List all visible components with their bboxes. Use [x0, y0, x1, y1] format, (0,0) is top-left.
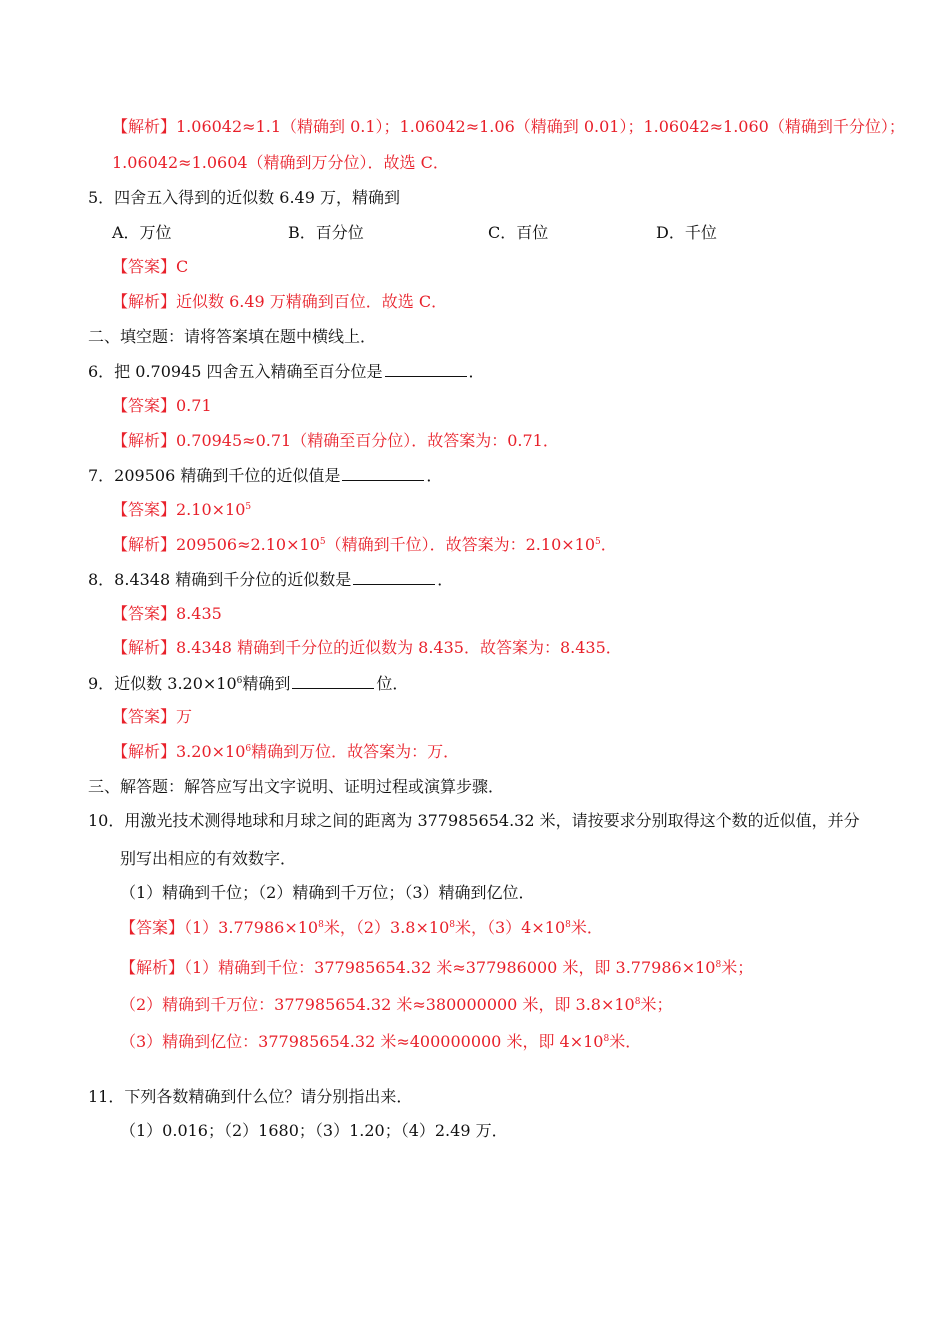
q10-parts: （1）精确到千位；（2）精确到千万位；（3）精确到亿位． — [120, 883, 535, 902]
q9-answer: 【答案】万 — [112, 707, 193, 726]
q5-stem: 5．四舍五入得到的近似数 6.49 万，精确到 — [88, 188, 400, 207]
q7-answer: 【答案】$2.10\times 10^5$ — [112, 500, 252, 519]
q10-answer: 【答案】$(1)3.77986\times 10^8$米，$(2)3.8\times 10^8$米，$(3)4\times 10^8$米． — [120, 918, 603, 937]
q5-option-d: D．千位 — [656, 223, 717, 242]
section-3-heading: 三、解答题：解答应写出文字说明、证明过程或演算步骤． — [88, 777, 505, 796]
q10-analysis-line2: （2）精确到千万位：377985654.32 米≈380000000 米，即 $3.8\times 10^8$米； — [120, 995, 673, 1014]
q10-stem-line1: 10．用激光技术测得地球和月球之间的距离为 377985654.32 米，请按要求分别取得这个数的近似值，并分 — [88, 811, 860, 830]
q5-analysis: 【解析】近似数 6.49 万精确到百位．故选 C． — [112, 292, 448, 311]
q9-stem: 9．近似数 $3.20\times 10^6$精确到 位． — [88, 674, 409, 693]
section-2-heading: 二、填空题：请将答案填在题中横线上． — [88, 327, 377, 346]
q10-analysis-line3: （3）精确到亿位：377985654.32 米≈400000000 米，即 $4\times 10^8$米． — [120, 1032, 642, 1051]
q5-option-c: C．百位 — [488, 223, 549, 242]
q10-analysis-line1: 【解析】（1）精确到千位：377985654.32 米≈377986000 米，即 $3.77986\times 10^8$米； — [120, 958, 754, 977]
q9-answer-blank — [292, 672, 374, 689]
q5-option-b: B．百分位 — [288, 223, 364, 242]
q4-analysis-line1: 【解析】1.06042≈1.1（精确到 0.1）；1.06042≈1.06（精确到 0.01）；1.06042≈1.060（精确到千分位）； — [112, 117, 905, 136]
q8-answer: 【答案】8.435 — [112, 604, 222, 623]
q7-stem: 7．209506 精确到千位的近似值是 ． — [88, 466, 443, 485]
q11-parts: （1）0.016；（2）1680；（3）1.20；（4）2.49 万． — [120, 1121, 508, 1140]
q5-option-a: A．万位 — [112, 223, 172, 242]
q11-stem: 11．下列各数精确到什么位？请分别指出来． — [88, 1087, 413, 1106]
q6-answer: 【答案】0.71 — [112, 396, 212, 415]
q6-analysis: 【解析】0.70945≈0.71（精确至百分位）．故答案为：0.71． — [112, 431, 559, 450]
q8-answer-blank — [353, 568, 435, 585]
q8-stem: 8．8.4348 精确到千分位的近似数是 ． — [88, 570, 454, 589]
q7-answer-blank — [342, 464, 424, 481]
q6-answer-blank — [385, 360, 467, 377]
q10-stem-line2: 别写出相应的有效数字． — [120, 849, 297, 868]
q5-answer: 【答案】C — [112, 257, 189, 276]
q4-analysis-line2: 1.06042≈1.0604（精确到万分位）．故选 C． — [112, 153, 449, 172]
q8-analysis: 【解析】8.4348 精确到千分位的近似数为 8.435．故答案为：8.435． — [112, 638, 622, 657]
q6-stem: 6．把 0.70945 四舍五入精确至百分位是 ． — [88, 362, 485, 381]
q9-analysis: 【解析】$3.20\times 10^6$精确到万位．故答案为：万． — [112, 742, 460, 761]
q7-analysis: 【解析】$209506\approx 2.10\times 10^5$（精确到千位）．故答案为：$2.10\times 10^5$． — [112, 535, 617, 554]
